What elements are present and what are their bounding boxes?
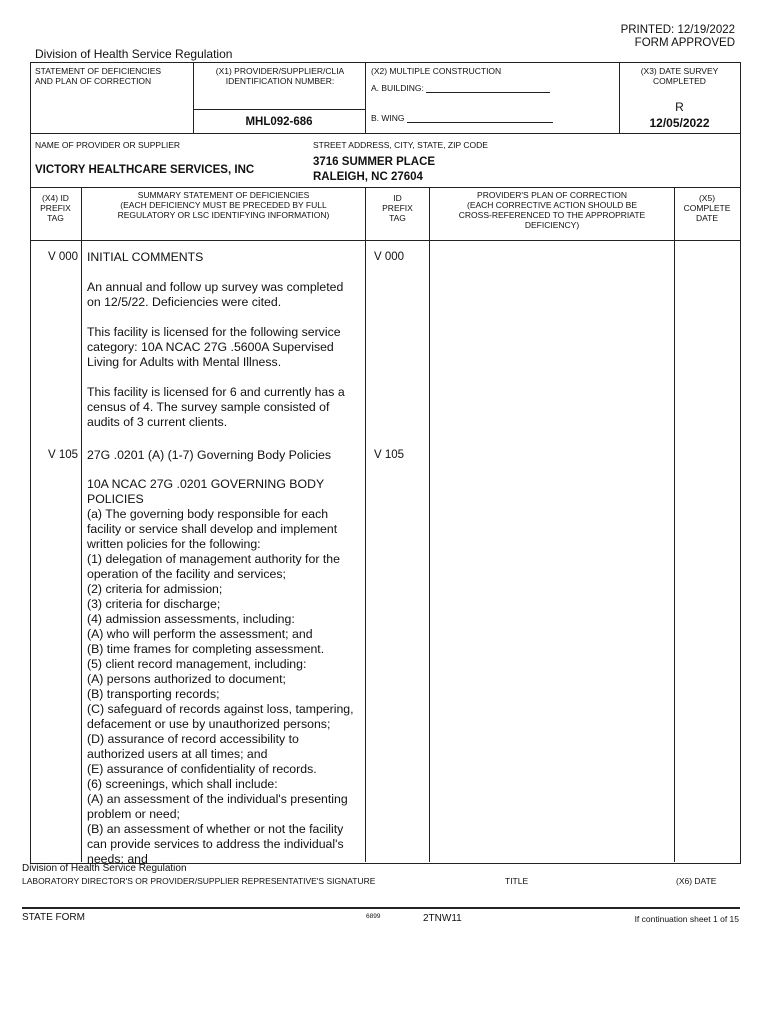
provider-name: VICTORY HEALTHCARE SERVICES, INC [35,164,255,176]
id-v000: V 000 [374,251,405,263]
address-line2: RALEIGH, NC 27604 [313,171,423,183]
printed-date: PRINTED: 12/19/2022 [620,24,735,36]
x2-label: (X2) MULTIPLE CONSTRUCTION [371,66,502,76]
col-x5: (X5) COMPLETE DATE [683,193,731,223]
provider-label: NAME OF PROVIDER OR SUPPLIER [35,140,180,150]
paragraph-census: This facility is licensed for 6 and currently has a census of 4. The survey sample consisted of audits of 3 current clients. [87,385,345,429]
wing-row [371,113,553,123]
form-status: FORM APPROVED [634,37,735,49]
address-label: STREET ADDRESS, CITY, STATE, ZIP CODE [313,140,488,150]
date-label: (X6) DATE [676,876,717,886]
col-x4: (X4) ID PREFIX TAG [40,193,71,223]
paragraph-license-category: This facility is licensed for the following service category: 10A NCAC 27G .5600A Supervised Living for Adults with Mental Illness. [87,325,341,369]
form-number: 6899 [366,913,381,920]
agency-title: Division of Health Service Regulation [35,47,233,61]
v000-title: INITIAL COMMENTS [87,250,204,264]
id-v105: V 105 [374,449,405,461]
col-summary: SUMMARY STATEMENT OF DEFICIENCIES (EACH DEFICIENCY MUST BE PRECEDED BY FULL REGULATORY OR LSC IDENTIFYING INFORMATION) [117,190,330,220]
col-plan: PROVIDER'S PLAN OF CORRECTION (EACH CORRECTIVE ACTION SHOULD BE CROSS-REFERENCED TO THE APPROPRIATE DEFICIENCY) [458,190,646,230]
paragraph-survey: An annual and follow up survey was completed on 12/5/22. Deficiencies were cited. [87,280,344,309]
address-line1: 3716 SUMMER PLACE [313,156,436,168]
x3-date: 12/05/2022 [649,116,710,130]
x1-label: (X1) PROVIDER/SUPPLIER/CLIA IDENTIFICATION NUMBER: [215,66,345,86]
print-info [621,24,735,50]
title-label: TITLE [505,876,529,886]
v105-regulation-text: 10A NCAC 27G .0201 GOVERNING BODY POLICIES (a) The governing body responsible for each facility or service shall develop and implement written policies for the following: (1) delegation of management authority for the operation of the facility and services; (2) criteria for admission; (3) criteria for discharge; (4) admission assessments, including: (A) who will perform the assessment; and (B) time frames for completing assessment. (5) client record management, including: (A) persons authorized to document; (B) transporting records; (C) safeguard of records against loss, tampering, defacement or use by unauthorized persons; (D) assurance of record accessibility to authorized users at all times; and (E) assurance of confidentiality of records. (6) screenings, which shall include: (A) an assessment of the individual's presenting problem or need; (B) an assessment of whether or not the facility can provide services to address the individual's needs; and [87,477,354,866]
tag-v105: V 105 [48,449,79,461]
x3-label: (X3) DATE SURVEY COMPLETED [640,66,719,86]
footer-agency: Division of Health Service Regulation [22,863,187,874]
v105-title: 27G .0201 (A) (1-7) Governing Body Policies [87,448,332,462]
continuation-sheet: If continuation sheet 1 of 15 [634,914,739,924]
event-id: 2TNW11 [423,913,462,924]
building-label: A. BUILDING: [371,83,424,93]
col-id: ID PREFIX TAG [382,193,413,223]
state-form: STATE FORM [22,912,85,923]
address [313,155,435,185]
building-row [371,83,550,93]
tag-v000: V 000 [48,251,79,263]
statement-label: STATEMENT OF DEFICIENCIES AND PLAN OF CORRECTION [35,66,162,86]
x1-value: MHL092-686 [245,116,313,128]
v000-comments [87,280,363,445]
x3-code: R [675,100,684,114]
wing-label: B. WING [371,113,405,123]
signature-label: LABORATORY DIRECTOR'S OR PROVIDER/SUPPLIER REPRESENTATIVE'S SIGNATURE [22,876,376,886]
building-field[interactable] [426,84,550,93]
wing-field[interactable] [407,114,553,123]
